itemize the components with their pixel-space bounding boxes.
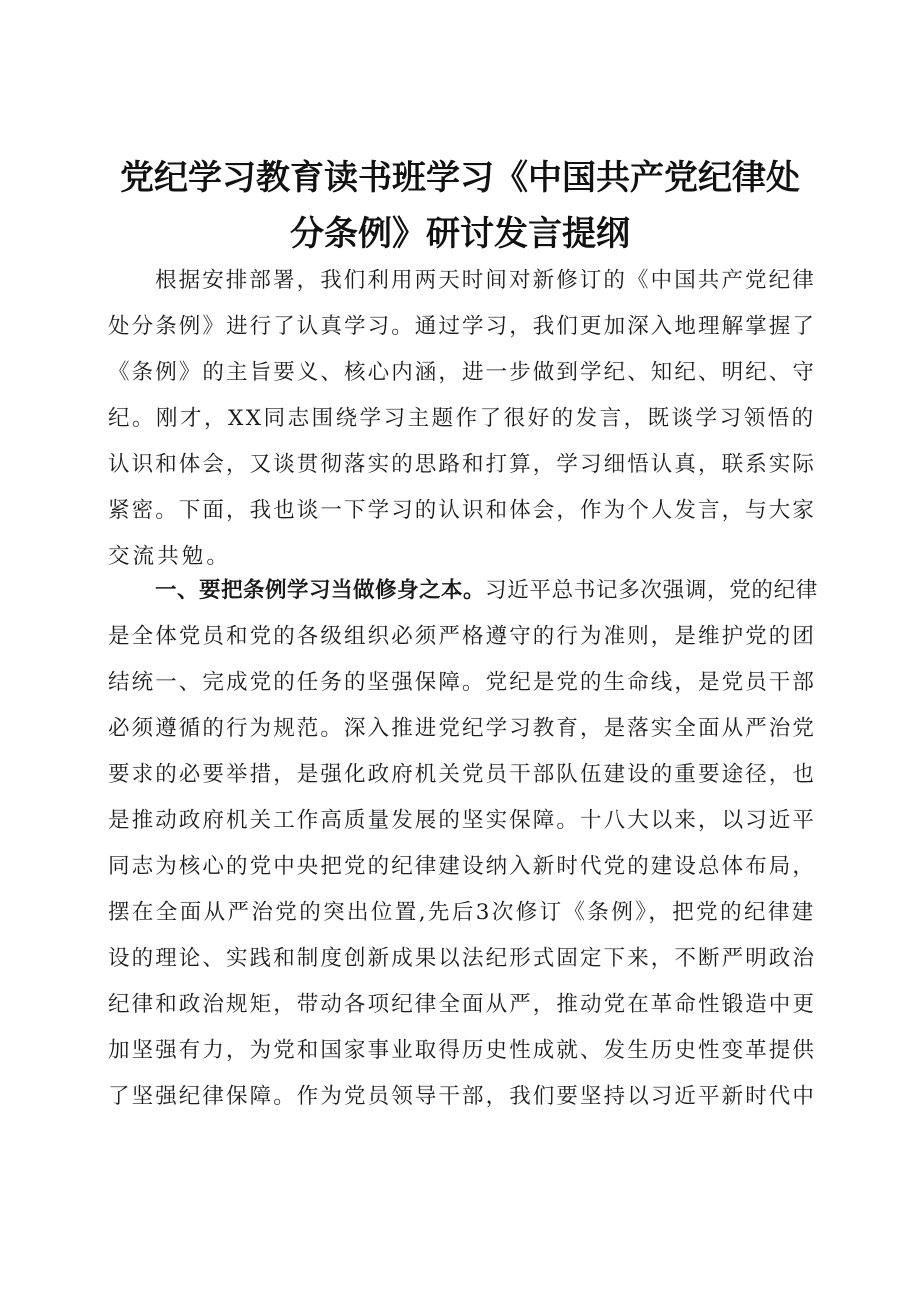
paragraph-line: 处分条例》进行了认真学习。通过学习，我们更加深入地理解掌握了	[108, 314, 817, 339]
intro-paragraph	[108, 258, 818, 580]
paragraph-line: 是推动政府机关工作高质量发展的坚实保障。十八大以来，以习近平	[108, 808, 817, 833]
paragraph-line-rest: 习近平总书记多次强调，党的纪律	[485, 578, 819, 603]
paragraph-line: 了坚强纪律保障。作为党员领导干部，我们要坚持以习近平新时代中	[108, 1084, 817, 1109]
paragraph-first-line	[108, 568, 818, 614]
paragraph-line: 纪律和政治规矩，带动各项纪律全面从严，推动党在革命性锻造中更	[108, 992, 817, 1017]
title-line: 党纪学习教育读书班学习《中国共产党纪律处	[120, 158, 800, 198]
paragraph-line: 设的理论、实践和制度创新成果以法纪形式固定下来，不断严明政治	[108, 946, 817, 971]
section-heading: 一、要把条例学习当做修身之本。	[155, 578, 486, 603]
paragraph-line: 必须遵循的行为规范。深入推进党纪学习教育，是落实全面从严治党	[108, 716, 817, 741]
paragraph-line: 紧密。下面，我也谈一下学习的认识和体会，作为个人发言，与大家	[108, 498, 817, 523]
section-one-paragraph	[108, 568, 818, 1120]
paragraph-line: 《条例》的主旨要义、核心内涵，进一步做到学纪、知纪、明纪、守	[108, 360, 817, 385]
paragraph-line: 同志为核心的党中央把党的纪律建设纳入新时代党的建设总体布局，	[108, 854, 817, 879]
paragraph-line: 根据安排部署，我们利用两天时间对新修订的《中国共产党纪律	[155, 268, 816, 293]
paragraph-line: 要求的必要举措，是强化政府机关党员干部队伍建设的重要途径，也	[108, 762, 817, 787]
paragraph-line: 交流共勉。	[108, 544, 232, 569]
paragraph-line: 是全体党员和党的各级组织必须严格遵守的行为准则，是维护党的团	[108, 624, 817, 649]
paragraph-line: 加坚强有力，为党和国家事业取得历史性成就、发生历史性变革提供	[108, 1038, 817, 1063]
paragraph-line: 纪。刚才，XX同志围绕学习主题作了很好的发言，既谈学习领悟的	[108, 406, 816, 431]
paragraph-line: 结统一、完成党的任务的坚强保障。党纪是党的生命线，是党员干部	[108, 670, 817, 695]
document-title	[100, 150, 820, 262]
paragraph-line: 摆在全面从严治党的突出位置,先后3次修订《条例》，把党的纪律建	[108, 900, 816, 925]
paragraph-line: 认识和体会，又谈贯彻落实的思路和打算，学习细悟认真，联系实际	[108, 452, 817, 477]
title-line: 分条例》研讨发言提纲	[290, 214, 630, 254]
